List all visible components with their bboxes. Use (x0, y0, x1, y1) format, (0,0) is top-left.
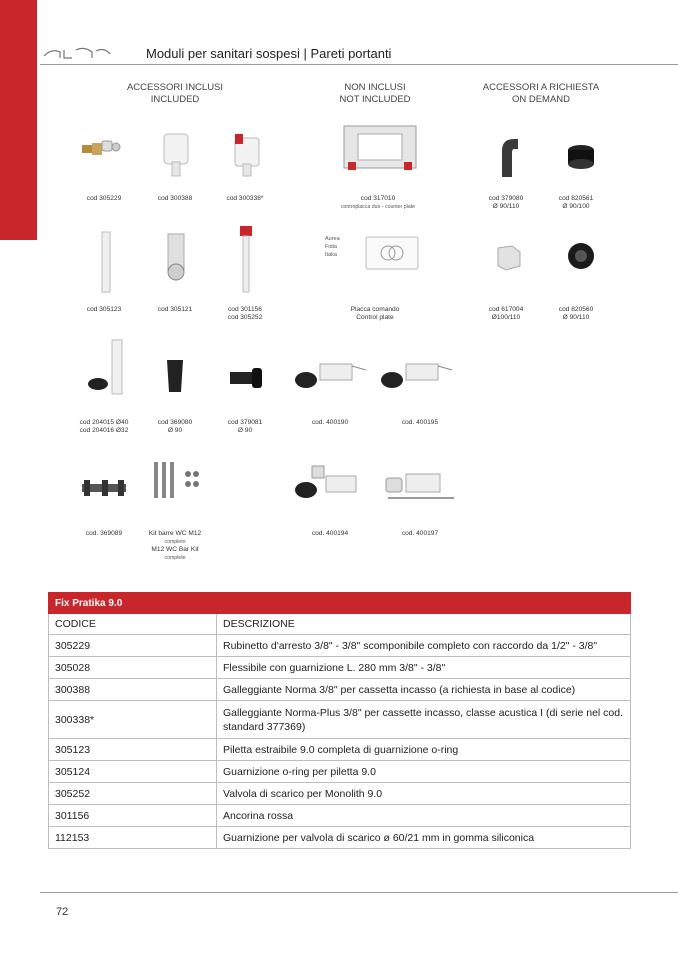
reducer-icon (494, 242, 524, 274)
page-title: Moduli per sanitari sospesi | Pareti portanti (146, 46, 392, 61)
wc-sleeve-icon (228, 366, 264, 390)
pipe-connector-icon (565, 142, 597, 170)
table-header-row (49, 614, 631, 635)
caption: cod 369080 Ø 90 (157, 419, 193, 434)
control-plate-icon (360, 233, 424, 273)
table-row: 305124 Guarnizione o-ring per piletta 9.0 (49, 761, 631, 783)
column-header-description: DESCRIZIONE (217, 614, 631, 635)
frame-kit-400195-icon (378, 356, 454, 392)
wc-connector-icon (163, 356, 187, 396)
caption: cod 301156 cod 305252 (227, 306, 263, 321)
table-row: 305229 Rubinetto d'arresto 3/8" - 3/8" scomponibile completo con raccordo da 1/2" - 3/8" (49, 635, 631, 657)
table-row: 300338* Galleggiante Norma-Plus 3/8" per cassette incasso, classe acustica I (di serie nel cod. standard 377369) (49, 701, 631, 739)
column-header-code: CODICE (49, 614, 217, 635)
caption: cod 204015 Ø40 cod 204016 Ø32 (79, 419, 129, 434)
caption: Placca comando Control plate (350, 306, 400, 321)
caption: Kit barre WC M12 completo M12 WC Bar Kit complete (148, 530, 202, 561)
caption: cod 300338* (226, 195, 264, 202)
fixing-bolts-icon (80, 476, 130, 500)
caption: cod 305123 (86, 306, 122, 313)
caption: cod 379080 Ø 90/110 (488, 195, 524, 210)
red-side-tab (0, 0, 37, 240)
caption: cod 617004 Ø100/110 (488, 306, 524, 321)
table-row: 300388 Galleggiante Norma 3/8" per cassetta incasso (a richiesta in base al codice) (49, 679, 631, 701)
wc-bar-kit-icon (150, 460, 210, 500)
plate-labels: Aurea Fidia Itaka (325, 236, 340, 258)
caption: cod 317010 controplacca duo - counter plate (340, 195, 416, 210)
red-anchor-icon (236, 224, 256, 296)
table-row: 305123 Piletta estraibile 9.0 completa di guarnizione o-ring (49, 739, 631, 761)
stop-valve-icon (80, 135, 122, 165)
caption: cod. 369089 (85, 530, 123, 537)
outlet-valve-icon (165, 232, 187, 284)
caption: cod 305121 (157, 306, 193, 313)
table-row: 112153 Guarnizione per valvola di scarico ø 60/21 mm in gomma siliconica (49, 827, 631, 849)
frame-kit-400197-icon (382, 468, 458, 504)
brand-logo-icon (42, 46, 112, 62)
caption: cod 305229 (86, 195, 122, 202)
frame-kit-400190-icon (292, 356, 368, 392)
control-plate-panel (322, 233, 450, 273)
spec-table (48, 592, 631, 849)
caption: cod 820560 Ø 90/110 (558, 306, 594, 321)
group-heading-included: ACCESSORI INCLUSI INCLUDED (126, 82, 224, 105)
flush-tube-icon (86, 338, 132, 396)
page-number: 72 (56, 906, 69, 918)
caption: cod. 400190 (311, 419, 349, 426)
counter-plate-icon (340, 122, 420, 174)
caption: cod 300388 (157, 195, 193, 202)
caption: cod 820561 Ø 90/100 (558, 195, 594, 210)
elbow-pipe-icon (496, 133, 522, 181)
group-heading-not-included: NON INCLUSI NOT INCLUDED (339, 82, 411, 105)
table-row: 305028 Flessibile con guarnizione L. 280 mm 3/8" - 3/8" (49, 657, 631, 679)
caption: cod. 400197 (401, 530, 439, 537)
drain-tube-icon (98, 230, 114, 294)
table-title: Fix Pratika 9.0 (49, 593, 217, 614)
float-valve-icon (158, 132, 194, 178)
caption: cod. 400194 (311, 530, 349, 537)
caption: cod. 400195 (401, 419, 439, 426)
frame-kit-400194-icon (292, 462, 368, 502)
table-row: 305252 Valvola di scarico per Monolith 9.0 (49, 783, 631, 805)
group-heading-on-demand: ACCESSORI A RICHIESTA ON DEMAND (482, 82, 600, 105)
caption: cod 379081 Ø 90 (227, 419, 263, 434)
table-title-row (49, 593, 631, 614)
table-row: 301156 Ancorina rossa (49, 805, 631, 827)
float-valve-plus-icon (229, 132, 265, 178)
footer-divider (40, 892, 678, 893)
seal-ring-icon (565, 240, 597, 272)
header-divider (40, 64, 678, 65)
